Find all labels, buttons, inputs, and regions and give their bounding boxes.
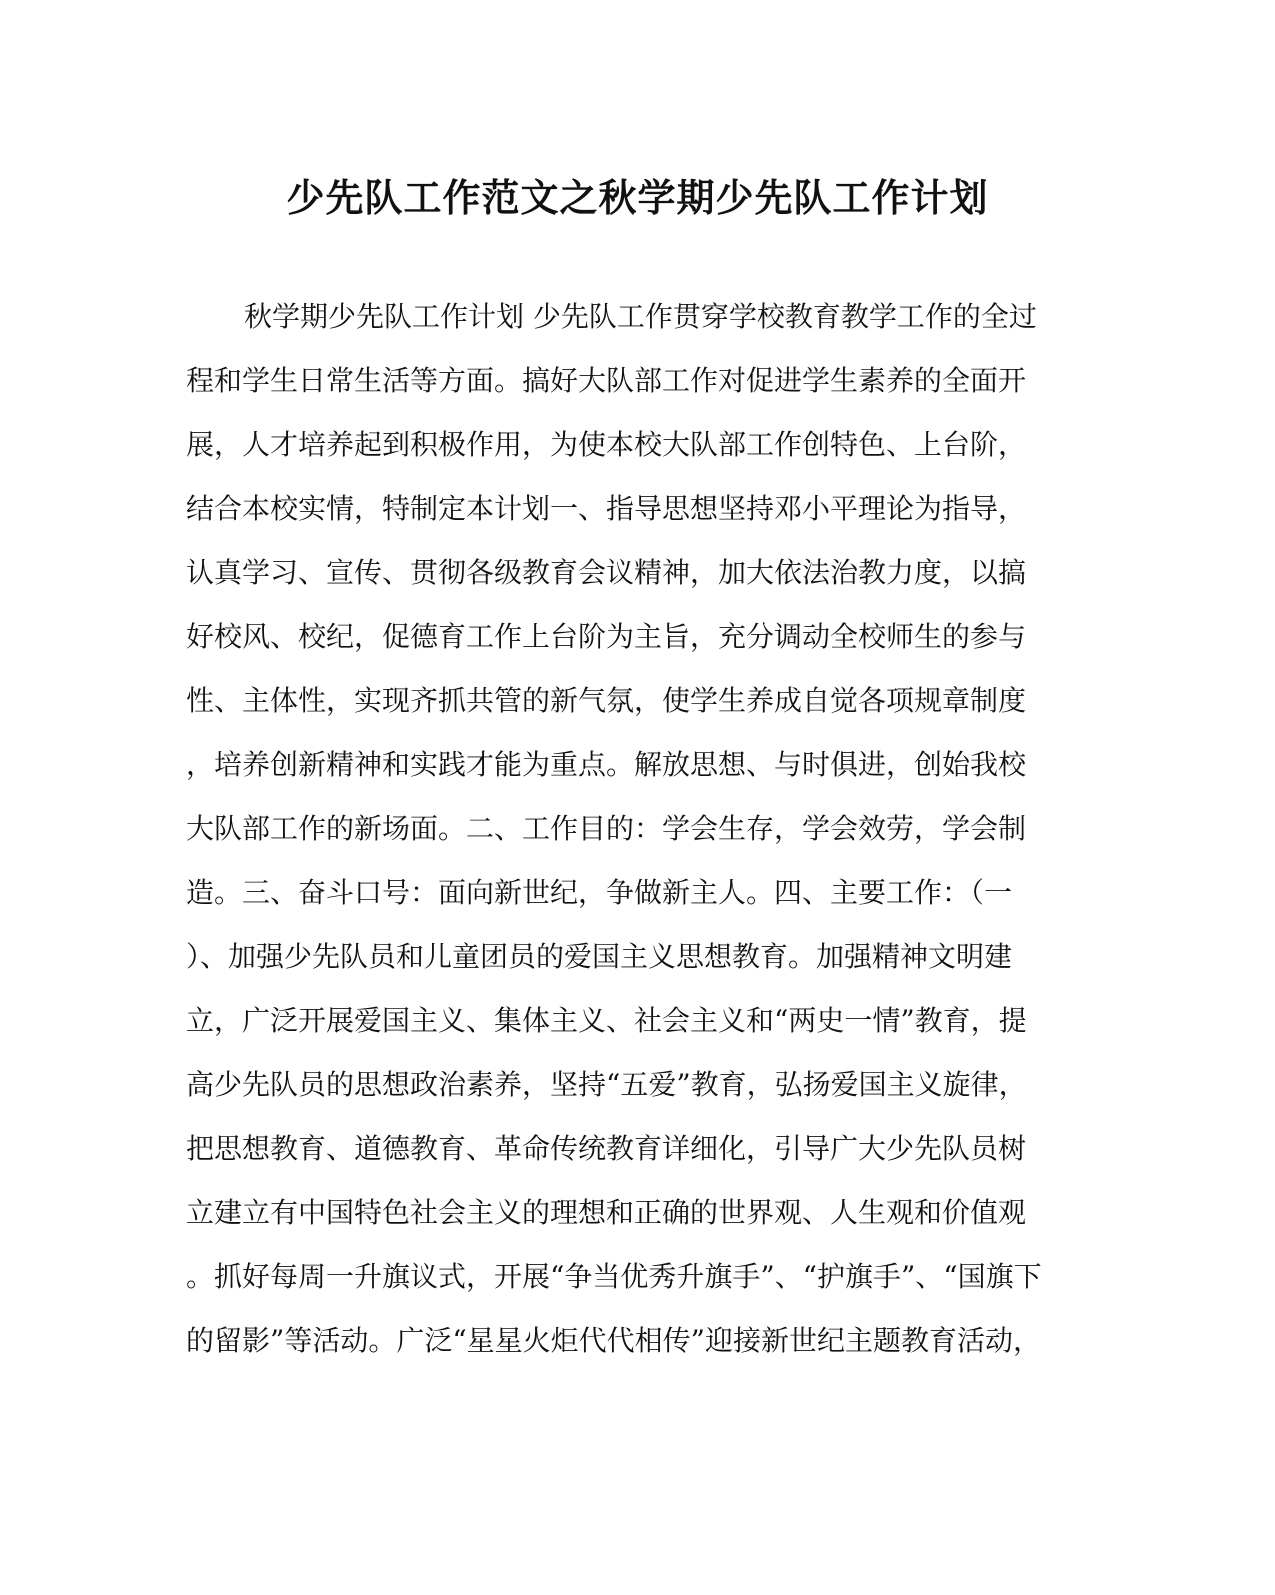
body-line: 大队部工作的新场面。二、工作目的：学会生存，学会效劳，学会制	[186, 812, 1027, 845]
body-line: 的留影”等活动。广泛“星星火炬代代相传”迎接新世纪主题教育活动，	[186, 1324, 1041, 1357]
body-line: 。抓好每周一升旗议式，开展“争当优秀升旗手”、“护旗手”、“国旗下	[186, 1260, 1042, 1293]
body-line: 高少先队员的思想政治素养，坚持“五爱”教育，弘扬爱国主义旋律，	[186, 1068, 1027, 1101]
body-line: 程和学生日常生活等方面。搞好大队部工作对促进学生素养的全面开	[186, 364, 1027, 397]
body-line: 结合本校实情，特制定本计划一、指导思想坚持邓小平理论为指导，	[186, 492, 1027, 525]
body-line: 造。三、奋斗口号：面向新世纪，争做新主人。四、主要工作：（一	[186, 876, 1013, 909]
body-line: 性、主体性，实现齐抓共管的新气氛，使学生养成自觉各项规章制度	[186, 684, 1027, 717]
body-line: 立，广泛开展爱国主义、集体主义、社会主义和“两史一情”教育，提	[186, 1004, 1027, 1037]
body-line: ，培养创新精神和实践才能为重点。解放思想、与时俱进，创始我校	[186, 748, 1027, 781]
body-line: 立建立有中国特色社会主义的理想和正确的世界观、人生观和价值观	[186, 1196, 1027, 1229]
body-line: 把思想教育、道德教育、革命传统教育详细化，引导广大少先队员树	[186, 1132, 1027, 1165]
body-line: 认真学习、宣传、贯彻各级教育会议精神，加大依法治教力度，以搞	[186, 556, 1027, 589]
body-line: 好校风、校纪，促德育工作上台阶为主旨，充分调动全校师生的参与	[186, 620, 1027, 653]
document-title: 少先队工作范文之秋学期少先队工作计划	[286, 175, 989, 220]
body-line: 展，人才培养起到积极作用，为使本校大队部工作创特色、上台阶，	[186, 428, 1027, 461]
document-body	[186, 285, 1086, 1373]
body-line: 秋学期少先队工作计划 少先队工作贯穿学校教育教学工作的全过	[244, 300, 1037, 333]
body-line: ）、加强少先队员和儿童团员的爱国主义思想教育。加强精神文明建	[186, 940, 1013, 973]
